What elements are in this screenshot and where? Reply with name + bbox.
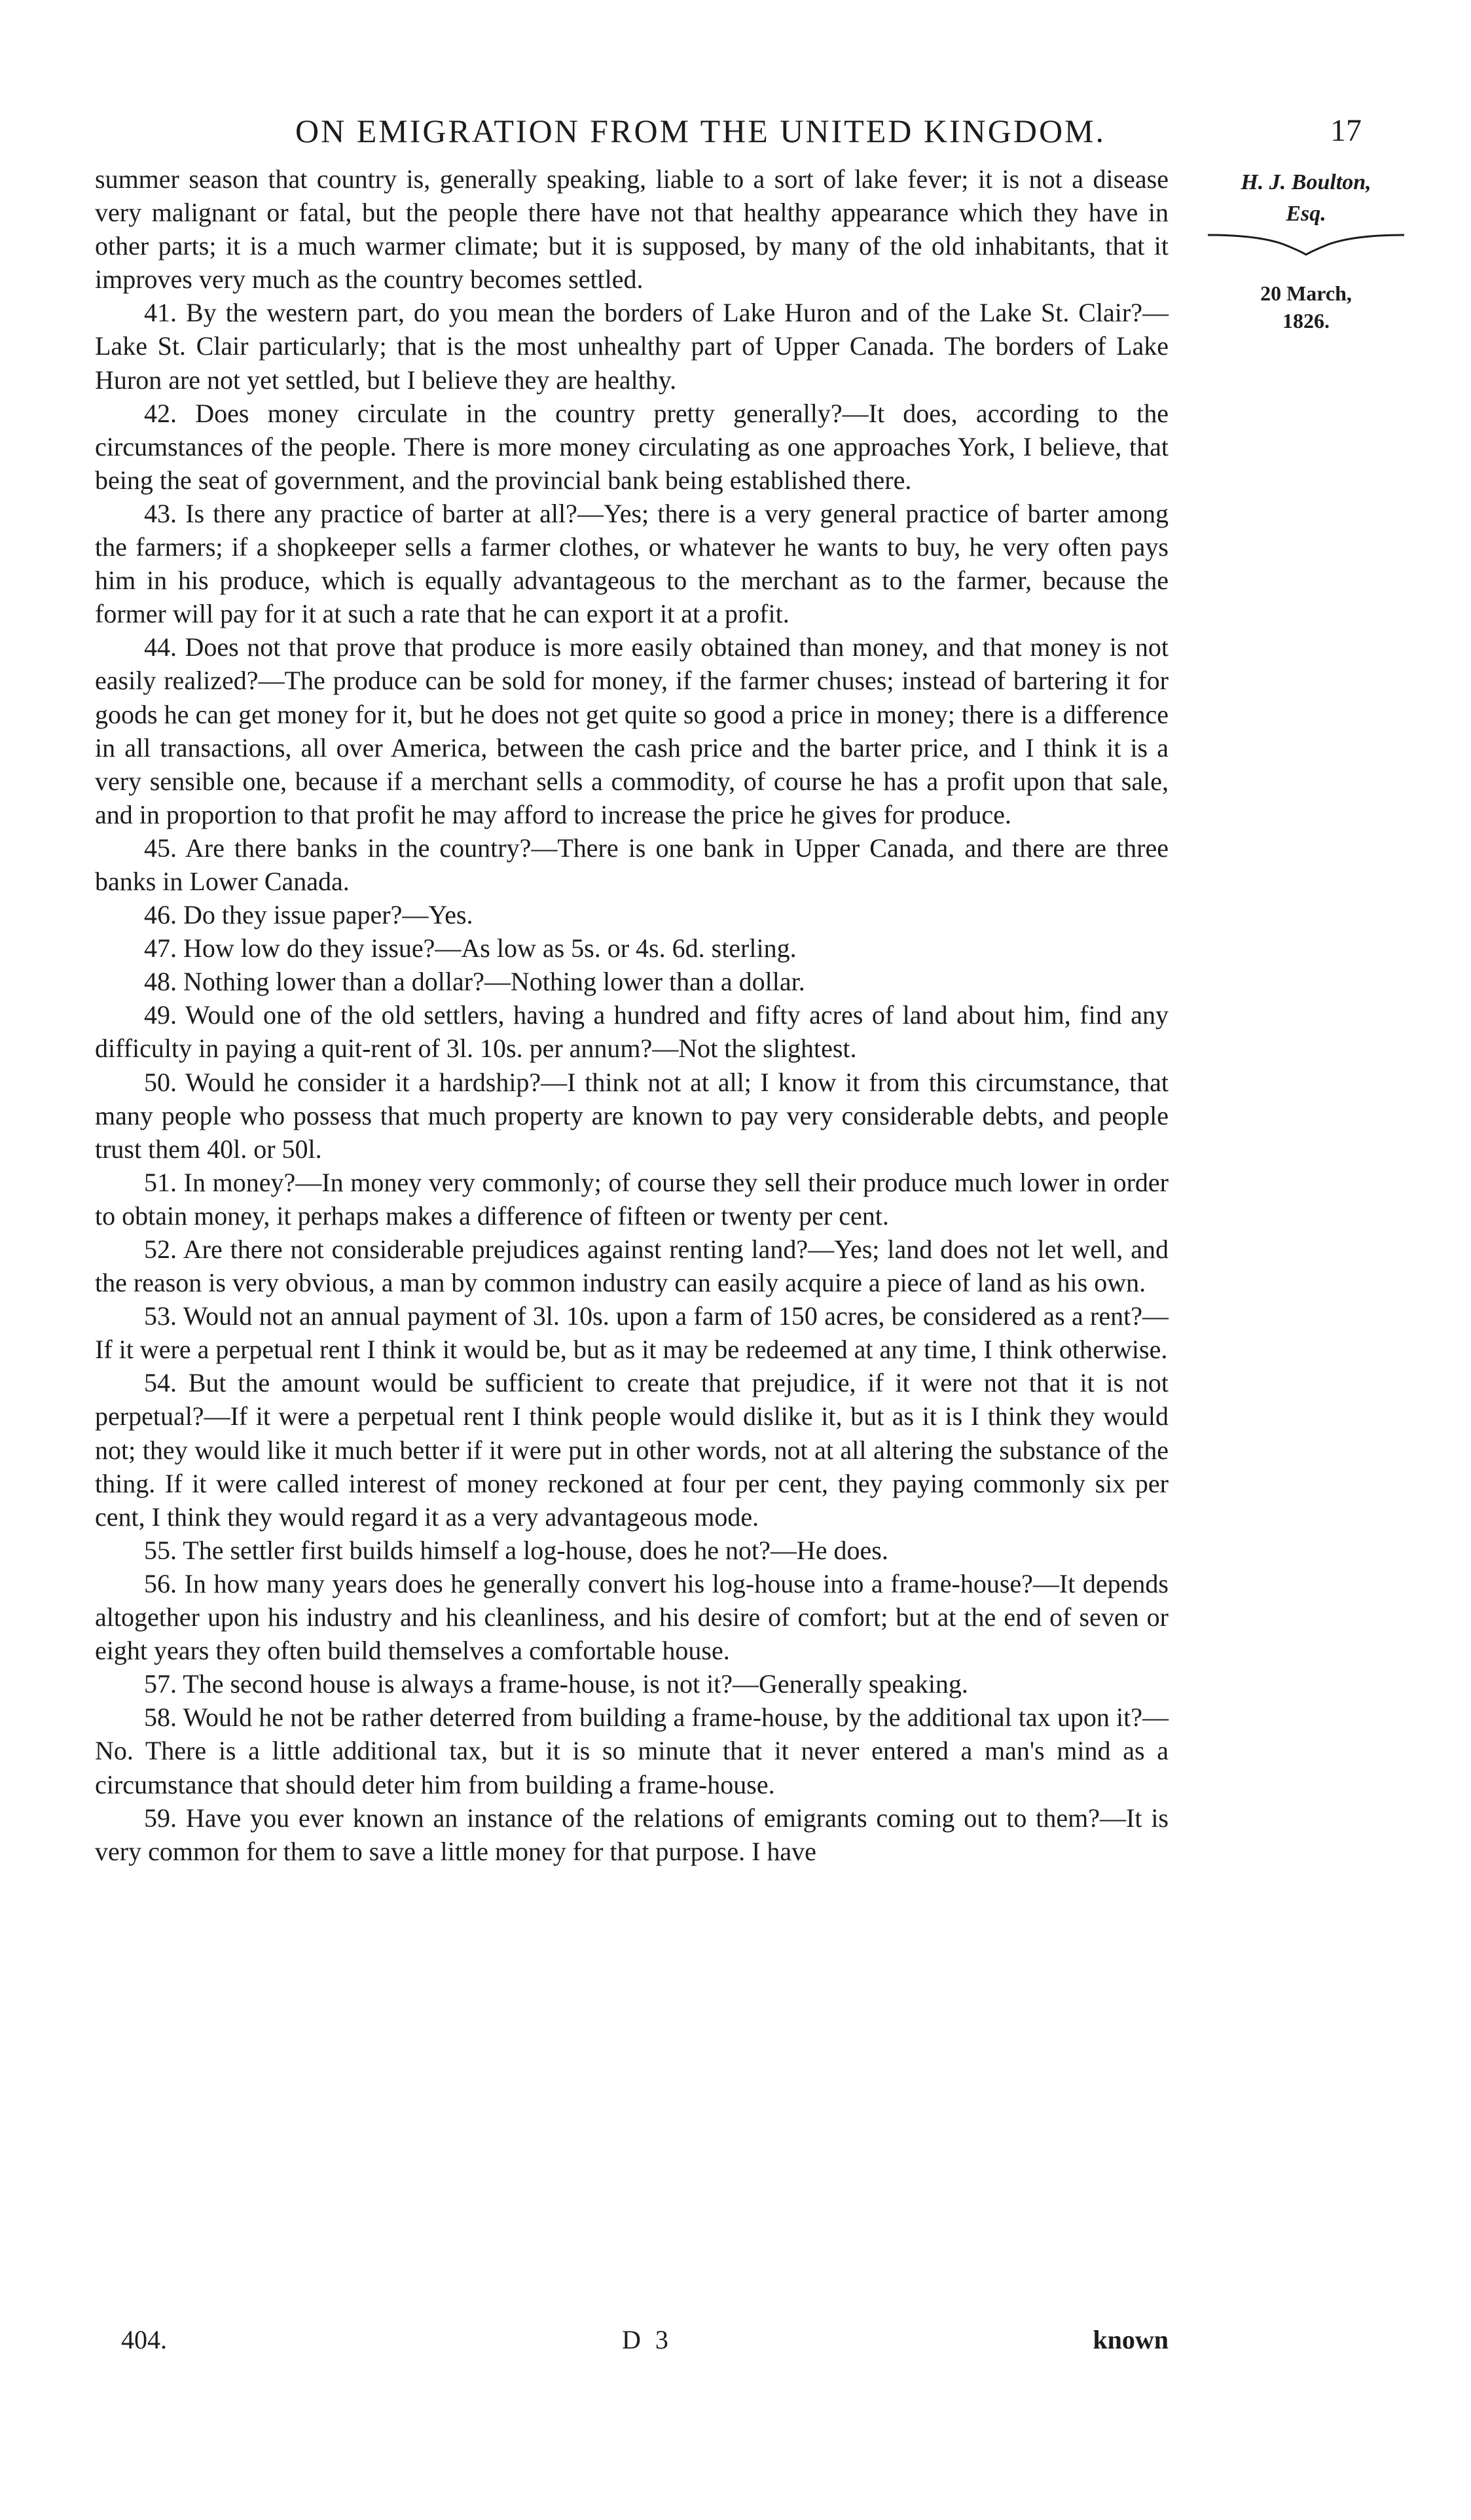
page-header bbox=[98, 105, 1362, 157]
question-51: 51. In money?—In money very commonly; of course they sell their produce much lower in order to obtain money, it perhaps makes a difference of fifteen or twenty per cent. bbox=[95, 1167, 1169, 1231]
question-59: 59. Have you ever known an instance of the relations of emigrants coming out to them?—It is very common for them to save a little money for that purpose. I have bbox=[95, 1803, 1169, 1866]
page-footer bbox=[95, 2320, 1169, 2360]
question-41: 41. By the western part, do you mean the borders of Lake Huron and of the Lake St. Clair?—Lake St. Clair particularly; that is the most unhealthy part of Upper Canada. The borders of Lake Huron are not yet settled, but I believe they are healthy. bbox=[95, 298, 1169, 395]
catchword: known bbox=[1093, 2325, 1169, 2354]
page-number: 17 bbox=[1330, 113, 1362, 148]
body-text bbox=[95, 162, 1169, 1868]
question-47: 47. How low do they issue?—As low as 5s. or 4s. 6d. sterling. bbox=[144, 933, 797, 963]
question-50: 50. Would he consider it a hardship?—I think not at all; I know it from this circumstance, that many people who possess that much property are known to pay very considerable debts, and people trust them 40l. or 50l. bbox=[95, 1067, 1169, 1164]
question-55: 55. The settler first builds himself a log-house, does he not?—He does. bbox=[144, 1535, 888, 1565]
question-58: 58. Would he not be rather deterred from building a frame-house, by the additional tax upon it?—No. There is a little additional tax, but it is so minute that it never entered a man's mind as a circumstance that should deter him from building a frame-house. bbox=[95, 1702, 1169, 1799]
witness-title: Esq. bbox=[1286, 202, 1326, 226]
witness-name: H. J. Boulton, bbox=[1241, 170, 1371, 194]
question-45: 45. Are there banks in the country?—There is one bank in Upper Canada, and there are three banks in Lower Canada. bbox=[95, 833, 1169, 896]
question-54: 54. But the amount would be sufficient to create that prejudice, if it were not that it is not perpetual?—If it were a perpetual rent I think people would dislike it, but as it is I think they would not; they would like it much better if it were put in other words, not at all altering the substance of the thing. If it were called interest of money reckoned at four per cent, they paying commonly six per cent, I think they would regard it as a very advantageous mode. bbox=[95, 1368, 1169, 1532]
signature-mark: D 3 bbox=[622, 2325, 672, 2354]
sessional-number: 404. bbox=[121, 2325, 167, 2354]
margin-date bbox=[1198, 279, 1414, 334]
question-53: 53. Would not an annual payment of 3l. 10s. upon a farm of 150 acres, be considered as a rent?—If it were a perpetual rent I think it would be, but as it may be redeemed at any time, I think otherwise. bbox=[95, 1301, 1169, 1365]
margin-date-year: 1826. bbox=[1282, 309, 1330, 333]
question-57: 57. The second house is always a frame-house, is not it?—Generally speaking. bbox=[144, 1669, 968, 1699]
brace-icon bbox=[1205, 231, 1407, 257]
question-48: 48. Nothing lower than a dollar?—Nothing lower than a dollar. bbox=[144, 967, 805, 997]
question-44: 44. Does not that prove that produce is more easily obtained than money, and that money is not easily realized?—The produce can be sold for money, if the farmer chuses; instead of bartering it for goods he can get money for it, but he does not get quite so good a price in money; there is a difference in all transactions, all over America, between the cash price and the barter price, and I think it is a very sensible one, because if a merchant sells a commodity, of course he has a profit upon that sale, and in proportion to that profit he may afford to increase the price he gives for produce. bbox=[95, 632, 1169, 829]
question-46: 46. Do they issue paper?—Yes. bbox=[144, 900, 473, 930]
margin-note bbox=[1198, 167, 1414, 334]
question-42: 42. Does money circulate in the country pretty generally?—It does, according to the circumstances of the people. There is more money circulating as one approaches York, I believe, that being the seat of government, and the provincial bank being established there. bbox=[95, 398, 1169, 495]
question-49: 49. Would one of the old settlers, having a hundred and fifty acres of land about him, find any difficulty in paying a quit-rent of 3l. 10s. per annum?—Not the slightest. bbox=[95, 1000, 1169, 1064]
question-43: 43. Is there any practice of barter at all?—Yes; there is a very general practice of barter among the farmers; if a shopkeeper sells a farmer clothes, or whatever he wants to buy, he very often pays him in his produce, which is equally advantageous to the merchant as to the farmer, because the former will pay for it at such a rate that he can export it at a profit. bbox=[95, 498, 1169, 629]
margin-date-day: 20 March, bbox=[1260, 281, 1352, 305]
running-title: ON EMIGRATION FROM THE UNITED KINGDOM. bbox=[295, 113, 1106, 149]
paragraph-continuation: summer season that country is, generally speaking, liable to a sort of lake fever; it is not a disease very malignant or fatal, but the people there have not that healthy appearance which they have in other parts; it is a much warmer climate; but it is supposed, by many of the old inhabitants, that it improves very much as the country becomes settled. bbox=[95, 164, 1169, 295]
question-52: 52. Are there not considerable prejudices against renting land?—Yes; land does not let well, and the reason is very obvious, a man by common industry can easily acquire a piece of land as his own. bbox=[95, 1234, 1169, 1298]
question-56: 56. In how many years does he generally convert his log-house into a frame-house?—It depends altogether upon his industry and his cleanliness, and his desire of comfort; but at the end of seven or eight years they often build themselves a comfortable house. bbox=[95, 1568, 1169, 1666]
